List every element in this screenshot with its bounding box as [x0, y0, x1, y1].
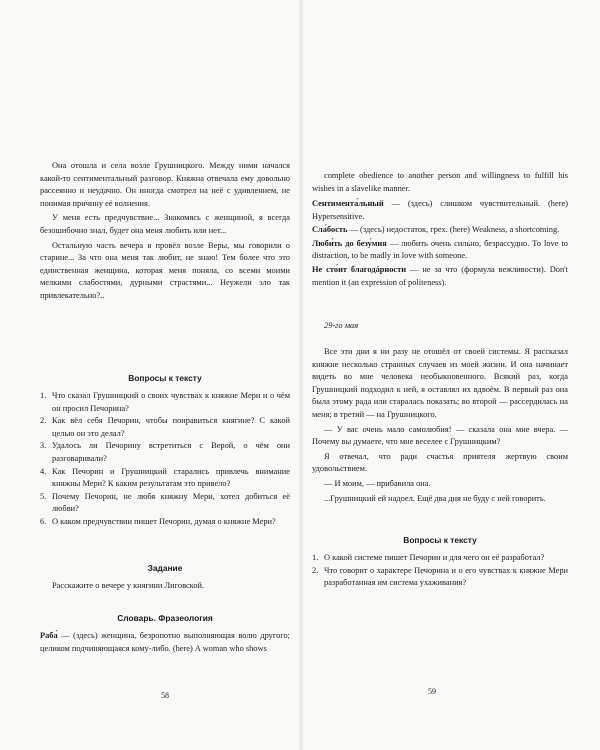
right-questions-title: Вопросы к тексту: [403, 535, 477, 545]
vocab-continuation: complete obedience to another person and willingness to fulfill his wishes in a slavelike manner.: [312, 171, 568, 193]
question-item: 1. Что сказал Грушницкий о своих чувствах к княжне Мери и о чём он просил Печорина?: [40, 391, 290, 413]
page-number-right: 59: [428, 687, 436, 696]
right-vocab-list: [312, 198, 568, 289]
right-paragraph: — У вас очень мало самолюбия! — сказала она мне вчера. — Почему вы думаете, что мне веселее с Грушницким?: [312, 424, 568, 447]
question-item: 4. Как Печорин и Грушницкий старались привлечь внимание княжны Мери? К каким результатам это привело?: [40, 466, 290, 489]
vocab-entry: Раба́ — (здесь) женщина, безропотно выполняющая волю другого; целиком подчиняющаяся кому-либо. (here) A woman who shows: [40, 631, 290, 653]
right-paragraph: Все эти дни я ни разу не отошёл от своей системы. Я рассказал княжне несколько странных случаев из моей жизни. И она начинает видеть во мне человека необыкновенного. Всякий раз, когда Грушницкий подходил к ней, я оставлял их вдвоём. В первый раз она была этому рада или старалась показать; во второй — рассердилась на меня; в третий — на Грушницкого.: [312, 347, 568, 419]
right-diary-text: [312, 346, 568, 505]
question-item: 5. Почему Печорин, не любя княжну Мери, хотел добиться её любви?: [40, 491, 290, 514]
vocab-title: Словарь. Фразеология: [117, 613, 213, 623]
left-intro-text: [40, 160, 290, 303]
right-questions-list: [312, 552, 568, 590]
question-item: 3. Удалось ли Печорину встретиться с Верой, о чём они разговаривали?: [40, 441, 290, 463]
question-item: 6. О каком предчувствии пишет Печорин, думая о княжне Мери?: [40, 516, 276, 526]
left-questions-list: [40, 390, 290, 529]
book-gutter: [298, 0, 304, 750]
task-title: Задание: [147, 563, 183, 573]
task-text: Расскажите о вечере у княгини Лиговской.: [52, 581, 205, 590]
question-item: 2. Как вёл себя Печорин, чтобы понравиться княгине? С какой целью он это делал?: [40, 416, 290, 438]
vocab-entry: Сла́бость — (здесь) недостаток, грех. (here) Weakness, a shortcoming.: [312, 225, 560, 235]
diary-date: 29-го мая: [324, 321, 359, 330]
right-paragraph: — И моим, — прибавила она.: [324, 478, 431, 488]
question-item: 2. Что говорит о характере Печорина и о его чувствах к княжне Мери разработанная им система ухаживания?: [312, 565, 568, 588]
question-item: 1. О какой системе пишет Печорин и для чего он её разработал?: [312, 553, 545, 562]
left-paragraph: Она отошла и села возле Грушницкого. Между ними начался какой-то сентиментальный разговор. Княжна отвечала ему довольно рассеянно и неудачно. Он иногда смотрел на неё с удивлением, не понимая причину её волнения.: [40, 161, 290, 208]
vocab-entry: Сентимента́льный — (здесь) слишком чувствительный. (here) Hypersensitive.: [312, 199, 568, 221]
vocab-entry: Не сто́ит благодáрности — не за что (формула вежливости). Don't mention it (an expression of politeness).: [312, 264, 568, 287]
left-paragraph: У меня есть предчувствие... Знакомясь с женщиной, я всегда безошибочно знал, будет она меня любить или нет...: [40, 213, 290, 235]
left-paragraph: Остальную часть вечера я провёл возле Веры, мы говорили о старине... За что она меня так любит, не знаю! Тем более что это единственная женщина, которая меня поняла, со всеми моими мелкими слабостями, дурными страстями... Неужели зло так привлекательно?..: [40, 240, 290, 300]
right-paragraph: Я отвечал, что ради счастья приятеля жертвую своим удовольствием.: [312, 451, 568, 474]
page-number-left: 58: [161, 691, 169, 700]
right-paragraph: ...Грушницкий ей надоел. Ещё два дня не буду с ней говорить.: [324, 493, 546, 503]
vocab-entry: Люби́ть до безу́мия — любить очень сильно, безрассудно. To love to distraction, to be madly in love with someone.: [312, 238, 568, 261]
left-questions-title: Вопросы к тексту: [128, 373, 202, 383]
